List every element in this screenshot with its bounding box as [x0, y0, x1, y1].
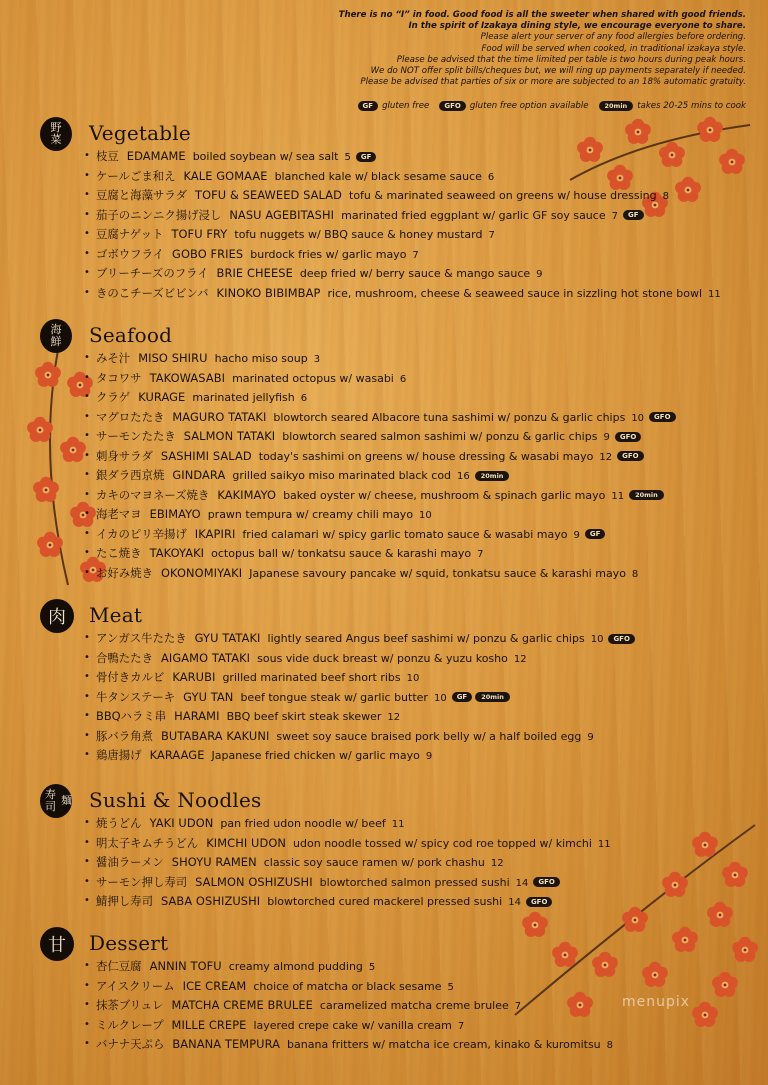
menu-item-japanese-name: アイスクリーム: [96, 978, 175, 993]
menu-item-name: OKONOMIYAKI: [160, 565, 243, 580]
menu-item-price: 12: [599, 451, 613, 463]
menu-item-description: prawn tempura w/ creamy chili mayo: [207, 508, 414, 521]
menu-item: [96, 427, 679, 447]
menu-item-price: 12: [387, 712, 401, 723]
menu-item-japanese-name: 骨付きカルビ: [96, 670, 165, 684]
menu-item: [96, 186, 726, 206]
menu-item-description: today's sashimi on greens w/ house dressing & wasabi mayo: [258, 449, 594, 463]
menu-item-name: ICE CREAM: [182, 978, 247, 993]
menu-item-description: sweet soy sauce braised pork belly w/ a half boiled egg: [276, 729, 582, 743]
menu-item-japanese-name: カキのマヨネーズ焼き: [96, 487, 210, 502]
notes-line: There is no “I” in food. Good food is all the sweeter when shared with good friends.: [338, 10, 746, 20]
menu-item-name: MISO SHIRU: [138, 351, 208, 365]
menu-item-japanese-name: サーモンたたき: [96, 429, 176, 443]
menu-item: [96, 544, 679, 564]
menu-item-price: 8: [606, 1040, 614, 1051]
menu-item-description: blowtorch seared salmon sashimi w/ ponzu & garlic chips: [282, 430, 598, 443]
menu-item-japanese-name: ミルクレープ: [96, 1017, 164, 1032]
menu-item: [96, 1035, 618, 1055]
menu-item-name: BUTABARA KAKUNI: [160, 728, 270, 743]
menu-item-name: KARUBI: [172, 670, 216, 684]
menu-item-japanese-name: 豆腐と海藻サラダ: [96, 188, 188, 202]
menu-item-description: marinated fried eggplant w/ garlic GF soy sauce: [341, 208, 606, 222]
gfo-badge: GFO: [617, 451, 643, 461]
menu-item-description: blanched kale w/ black sesame sauce: [274, 169, 482, 183]
menu-item: [96, 668, 638, 688]
menu-item: [96, 388, 679, 408]
menu-item-name: GINDARA: [172, 468, 226, 482]
section-title: Dessert: [89, 931, 169, 955]
menu-item-japanese-name: 焼うどん: [96, 816, 142, 830]
menu-item: [96, 996, 618, 1016]
menu-item-name: KURAGE: [138, 390, 186, 404]
menu-item: [96, 525, 679, 545]
menu-item-japanese-name: 鯖押し寿司: [96, 894, 153, 908]
menu-item: [96, 505, 679, 525]
section-title: Meat: [89, 603, 143, 627]
menu-item-price: 6: [487, 171, 495, 183]
gf-badge: GF: [358, 101, 379, 111]
menu-item-price: 5: [344, 152, 351, 163]
section-title: Sushi & Noodles: [89, 788, 262, 812]
menu-item-name: GYU TATAKI: [194, 631, 261, 645]
menu-item-name: MILLE CREPE: [171, 1017, 247, 1032]
menu-item: [96, 447, 679, 467]
menu-item-description: banana fritters w/ matcha ice cream, kinako & kuromitsu: [287, 1038, 601, 1051]
menu-item-japanese-name: クラゲ: [96, 390, 131, 404]
menu-item-price: 9: [573, 529, 580, 541]
menu-item-price: 14: [508, 897, 521, 908]
menu-item: [96, 688, 638, 708]
menu-item-list: [96, 629, 638, 766]
menu-item: [96, 408, 679, 428]
menu-item-name: MAGURO TATAKI: [172, 409, 267, 424]
menu-item-description: udon noodle tossed w/ spicy cod roe topped w/ kimchi: [293, 836, 592, 850]
menu-item-description: fried calamari w/ spicy garlic tomato sauce & wasabi mayo: [242, 527, 568, 541]
menu-item: [96, 245, 726, 265]
menu-item-name: TOFU & SEAWEED SALAD: [195, 188, 343, 202]
notes-line: We do NOT offer split bills/cheques but, we will ring up payments separately if needed.: [370, 66, 746, 77]
menu-item-price: 9: [425, 751, 433, 762]
menu-item-description: caramelized matcha creme brulee: [319, 999, 509, 1012]
menu-item-japanese-name: サーモン押し寿司: [96, 874, 188, 889]
menu-item-name: KINOKO BIBIMBAP: [216, 285, 321, 300]
watermark: menupix: [622, 994, 691, 1010]
menu-item-name: SABA OSHIZUSHI: [160, 894, 261, 908]
menu-item-price: 9: [603, 432, 610, 443]
menu-item-japanese-name: きのこチーズビビンバ: [96, 285, 209, 300]
menu-item-description: Japanese savoury pancake w/ squid, tonkatsu sauce & karashi mayo: [249, 566, 626, 580]
menu-item: [96, 707, 638, 727]
menu-item-name: TAKOWASABI: [149, 370, 226, 385]
menu-item-description: blowtorch seared Albacore tuna sashimi w/ ponzu & garlic chips: [273, 410, 626, 424]
menu-item-description: layered crepe cake w/ vanilla cream: [253, 1018, 452, 1032]
section-kanji-badge: 肉: [40, 599, 74, 633]
section-kanji-badge: 野 菜: [40, 117, 72, 151]
menu-item-description: boiled soybean w/ sea salt: [192, 150, 339, 163]
menu-item-price: 10: [406, 673, 420, 684]
menu-item-japanese-name: マグロたたき: [96, 409, 165, 424]
house-notes: [339, 10, 746, 88]
legend-time-text: takes 20-25 mins to cook: [637, 101, 746, 111]
menu-item-price: 7: [457, 1020, 465, 1032]
section-kanji-badge: 甘: [40, 927, 74, 961]
legend-gf-text: gluten free: [382, 101, 430, 111]
menu-item-price: 5: [447, 981, 454, 993]
menu-item: [96, 977, 618, 997]
menu-item-price: 10: [631, 412, 645, 424]
time-badge: 20min: [599, 101, 634, 111]
menu-item-description: blowtorched salmon pressed sushi: [319, 875, 510, 889]
menu-item: [96, 629, 638, 649]
menu-item-price: 9: [536, 269, 543, 280]
gf-badge: GF: [623, 210, 644, 220]
menu-item-japanese-name: 杏仁豆腐: [96, 959, 142, 973]
notes-line: In the spirit of Izakaya dining style, we encourage everyone to share.: [408, 21, 746, 32]
menu-item-japanese-name: 茄子のニンニク揚げ浸し: [96, 207, 222, 222]
menu-item-name: HARAMI: [174, 709, 220, 723]
menu-item-japanese-name: みそ汁: [96, 351, 131, 365]
legend: [358, 101, 746, 111]
menu-item-japanese-name: BBQハラミ串: [96, 709, 167, 723]
menu-item-japanese-name: 刺身サラダ: [96, 448, 153, 463]
menu-item-price: 7: [611, 210, 618, 222]
menu-item-name: KAKIMAYO: [217, 487, 277, 502]
menu-item-price: 3: [313, 354, 321, 365]
menu-item-name: MATCHA CREME BRULEE: [171, 998, 313, 1012]
menu-item-price: 7: [514, 1001, 522, 1012]
menu-item-list: [96, 814, 616, 912]
menu-item-name: SALMON TATAKI: [183, 429, 276, 443]
menu-item: [96, 486, 679, 506]
menu-item: [96, 892, 616, 912]
menu-item: [96, 1016, 618, 1036]
gfo-badge: GFO: [526, 897, 552, 907]
menu-item-price: 11: [391, 819, 405, 830]
menu-item-description: hacho miso soup: [214, 352, 308, 365]
menu-item: [96, 264, 726, 284]
time-badge: 20min: [475, 471, 510, 481]
menu-item-name: IKAPIRI: [194, 526, 236, 541]
menu-item: [96, 957, 618, 977]
section-title: Vegetable: [89, 121, 191, 145]
menu-item-description: marinated octopus w/ wasabi: [232, 371, 394, 385]
menu-item-price: 5: [368, 962, 376, 973]
menu-item-name: YAKI UDON: [149, 816, 214, 830]
section-kanji-badge: 海 鮮: [40, 319, 72, 353]
menu-item: [96, 284, 726, 304]
menu-item-japanese-name: タコワサ: [96, 370, 142, 385]
menu-item-description: blowtorched cured mackerel pressed sushi: [267, 895, 503, 908]
menu-item-japanese-name: 鶏唐揚げ: [96, 748, 142, 762]
menu-item-price: 10: [433, 692, 447, 704]
menu-item-description: burdock fries w/ garlic mayo: [250, 247, 407, 261]
menu-item: [96, 814, 616, 834]
gf-badge: GF: [356, 152, 377, 162]
menu-item-name: BRIE CHEESE: [216, 266, 293, 280]
menu-item-japanese-name: ゴボウフライ: [96, 246, 165, 261]
menu-item-price: 14: [515, 877, 529, 889]
menu-item-description: tofu nuggets w/ BBQ sauce & honey mustard: [234, 228, 483, 241]
menu-item-japanese-name: ケールごま和え: [96, 168, 176, 183]
menu-item-description: grilled saikyo miso marinated black cod: [232, 469, 452, 482]
menu-item-japanese-name: たこ焼き: [96, 546, 142, 560]
menu-item: [96, 834, 616, 854]
notes-line: Please be advised that parties of six or more are subjected to an 18% automatic gratuity.: [360, 77, 746, 88]
menu-item-price: 7: [477, 549, 484, 560]
menu-item-description: baked oyster w/ cheese, mushroom & spinach garlic mayo: [283, 488, 606, 502]
menu-item-price: 12: [490, 858, 504, 869]
time-badge: 20min: [629, 490, 664, 500]
menu-item-name: GOBO FRIES: [172, 246, 244, 261]
menu-item-name: SHOYU RAMEN: [171, 855, 257, 869]
menu-item-japanese-name: 牛タンステーキ: [96, 689, 176, 704]
menu-item-name: GYU TAN: [183, 689, 234, 704]
menu-item-description: BBQ beef skirt steak skewer: [226, 710, 382, 723]
menu-item-japanese-name: お好み焼き: [96, 565, 153, 580]
menu-item-name: BANANA TEMPURA: [172, 1037, 281, 1051]
notes-line: Food will be served when cooked, in traditional izakaya style.: [481, 43, 746, 54]
menu-item: [96, 225, 726, 245]
menu-item-description: lightly seared Angus beef sashimi w/ ponzu & garlic chips: [267, 632, 585, 645]
menu-item-japanese-name: バナナ天ぷら: [96, 1037, 165, 1051]
menu-item: [96, 147, 726, 167]
menu-item-name: NASU AGEBITASHI: [229, 207, 335, 222]
gfo-badge: GFO: [439, 101, 465, 111]
gf-badge: GF: [452, 692, 473, 702]
legend-gfo-text: gluten free option available: [469, 101, 589, 111]
menu-item-description: sous vide duck breast w/ ponzu & yuzu kosho: [257, 651, 508, 665]
menu-item-price: 8: [662, 191, 669, 202]
menu-item-price: 8: [631, 568, 639, 580]
menu-item-price: 6: [399, 373, 407, 385]
menu-item: [96, 466, 679, 486]
menu-item-description: tofu & marinated seaweed on greens w/ house dressing: [349, 189, 657, 202]
menu-item-price: 11: [597, 838, 611, 850]
menu-item-japanese-name: 醤油ラーメン: [96, 855, 164, 869]
section-kanji-badge: 寿司 麺: [40, 784, 72, 818]
menu-item-description: marinated jellyfish: [192, 391, 295, 404]
menu-item-price: 9: [587, 731, 594, 743]
menu-item-price: 7: [412, 249, 419, 261]
gfo-badge: GFO: [533, 877, 559, 887]
menu-item-description: Japanese fried chicken w/ garlic mayo: [211, 749, 420, 762]
menu-item-list: [96, 147, 726, 303]
menu-item-price: 11: [708, 288, 721, 300]
menu-item: [96, 349, 679, 369]
menu-item: [96, 167, 726, 187]
menu-item-price: 16: [457, 471, 470, 482]
menu-item-japanese-name: ブリーチーズのフライ: [96, 266, 209, 280]
menu-item: [96, 649, 638, 669]
menu-item-name: SALMON OSHIZUSHI: [195, 874, 313, 889]
menu-item-description: octopus ball w/ tonkatsu sauce & karashi mayo: [211, 547, 472, 560]
menu-item-price: 7: [488, 230, 495, 241]
menu-item-price: 10: [419, 510, 432, 521]
menu-item-description: rice, mushroom, cheese & seaweed sauce in sizzling hot stone bowl: [327, 286, 703, 300]
section-title: Seafood: [89, 323, 173, 347]
notes-line: Please alert your server of any food allergies before ordering.: [480, 32, 746, 43]
menu-item-japanese-name: 抹茶ブリュレ: [96, 998, 164, 1012]
menu-item: [96, 853, 616, 873]
menu-item-price: 12: [513, 653, 527, 665]
time-badge: 20min: [475, 692, 510, 702]
menu-item-japanese-name: 豆腐ナゲット: [96, 227, 164, 241]
menu-item-name: AIGAMO TATAKI: [160, 650, 251, 665]
menu-item-description: pan fried udon noodle w/ beef: [220, 817, 386, 830]
menu-item-description: creamy almond pudding: [228, 960, 363, 973]
menu-item-name: KALE GOMAAE: [183, 168, 268, 183]
menu-item-description: beef tongue steak w/ garlic butter: [240, 690, 428, 704]
gfo-badge: GFO: [615, 432, 641, 442]
menu-item-name: KIMCHI UDON: [206, 835, 287, 850]
menu-item-name: EBIMAYO: [149, 507, 201, 521]
menu-item-price: 6: [300, 393, 308, 404]
menu-item-list: [96, 957, 618, 1055]
menu-item-name: TAKOYAKI: [149, 546, 205, 560]
menu-item-name: SASHIMI SALAD: [160, 448, 252, 463]
menu-item-name: ANNIN TOFU: [149, 959, 222, 973]
menu-item: [96, 746, 638, 766]
menu-item-price: 11: [611, 490, 625, 502]
menu-item-name: TOFU FRY: [171, 227, 228, 241]
menu-item-japanese-name: 枝豆: [96, 149, 119, 163]
menu-item-description: grilled marinated beef short ribs: [222, 671, 401, 684]
menu-item: [96, 564, 679, 584]
menu-item-description: classic soy sauce ramen w/ pork chashu: [263, 856, 485, 869]
menu-item-japanese-name: 合鴨たたき: [96, 650, 153, 665]
menu-item-japanese-name: 明太子キムチうどん: [96, 835, 199, 850]
menu-item-description: deep fried w/ berry sauce & mango sauce: [299, 267, 531, 280]
gf-badge: GF: [585, 529, 606, 539]
menu-item: [96, 727, 638, 747]
menu-item-japanese-name: 海老マヨ: [96, 507, 142, 521]
menu-item-description: choice of matcha or black sesame: [253, 979, 442, 993]
notes-line: Please be advised that the time limited per table is two hours during peak hours.: [396, 54, 746, 65]
menu-item-name: KARAAGE: [149, 748, 205, 762]
menu-item-japanese-name: アンガス牛たたき: [96, 631, 187, 645]
menu-item: [96, 369, 679, 389]
menu-item-name: EDAMAME: [126, 149, 186, 163]
menu-item-price: 10: [590, 634, 604, 645]
menu-item: [96, 206, 726, 226]
gfo-badge: GFO: [608, 634, 634, 644]
menu-item-list: [96, 349, 679, 583]
menu-item-japanese-name: イカのピリ辛揚げ: [96, 526, 187, 541]
menu-item: [96, 873, 616, 893]
gfo-badge: GFO: [649, 412, 675, 422]
menu-item-japanese-name: 銀ダラ西京焼: [96, 468, 165, 482]
menu-item-japanese-name: 豚バラ角煮: [96, 728, 153, 743]
